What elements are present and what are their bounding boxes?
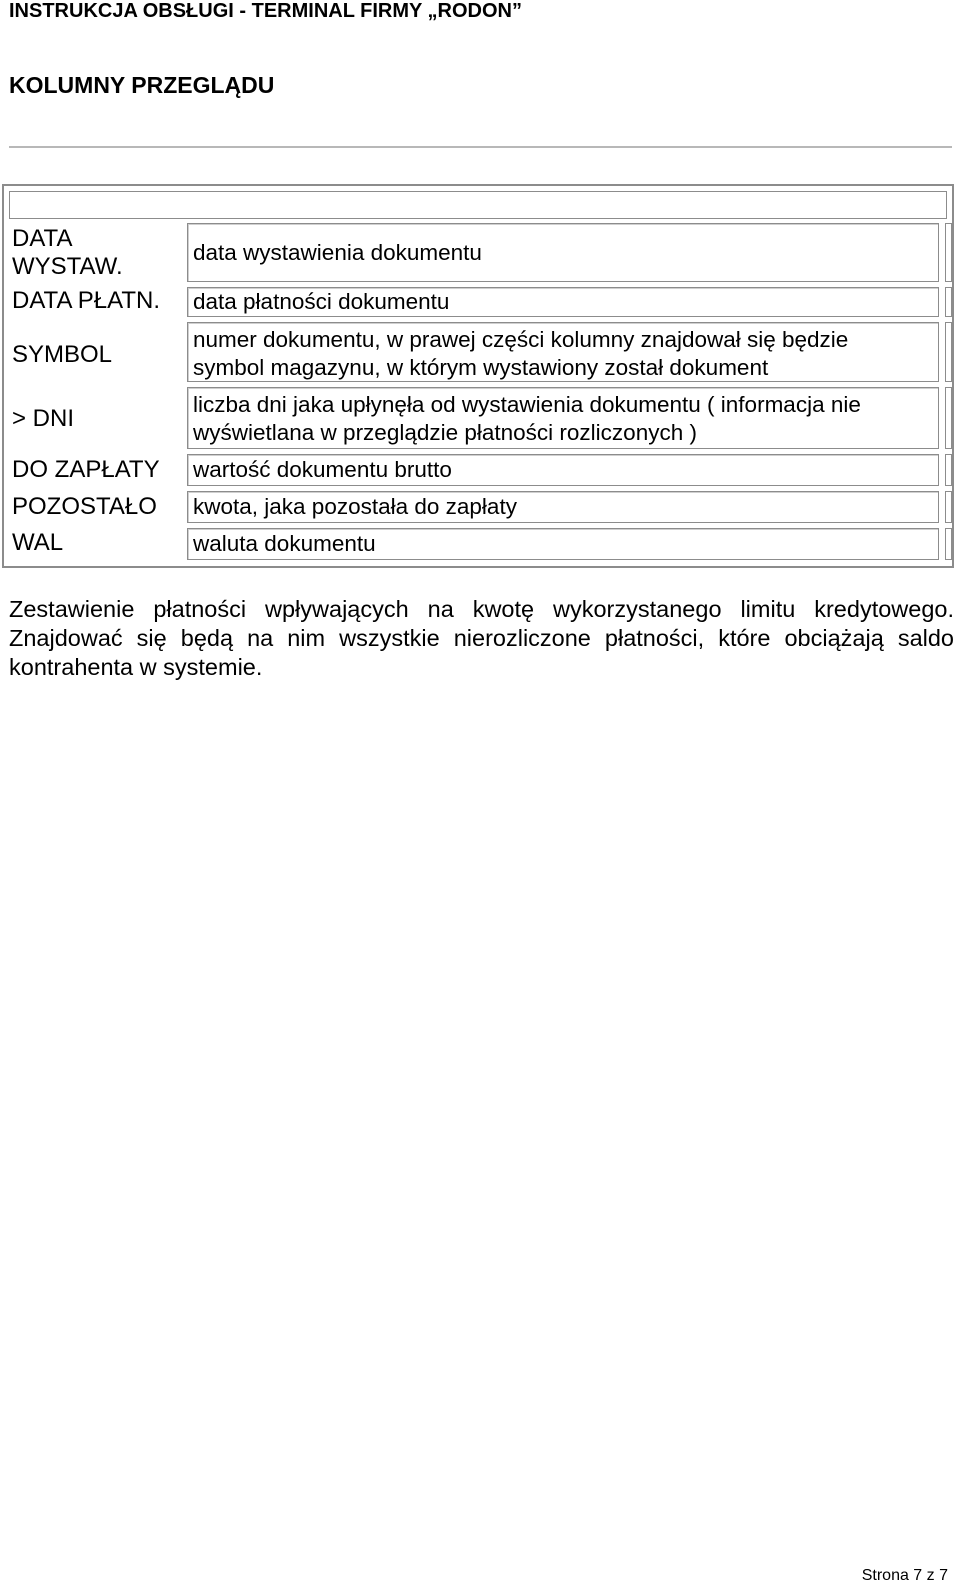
definition-text: data wystawienia dokumentu	[193, 239, 482, 265]
side-cell	[945, 387, 952, 449]
side-cell	[945, 528, 952, 560]
definition-data-wystaw	[187, 223, 939, 282]
side-cell	[945, 287, 952, 317]
term-dni: > DNI	[12, 405, 75, 432]
term-symbol: SYMBOL	[12, 341, 113, 368]
document-header: INSTRUKCJA OBSŁUGI - TERMINAL FIRMY „RODON”	[9, 0, 522, 22]
term-data-wystaw-line2: WYSTAW.	[12, 253, 123, 280]
definition-symbol	[187, 322, 939, 382]
page-number: Strona 7 z 7	[861, 1567, 948, 1584]
definition-text: waluta dokumentu	[193, 531, 376, 556]
definition-line: symbol magazynu, w którym wystawiony został dokument	[193, 355, 769, 380]
definition-line: numer dokumentu, w prawej części kolumny znajdował się będzie	[193, 327, 849, 352]
definition-data-platn	[187, 287, 939, 317]
term-data-wystaw-line1: DATA	[12, 225, 73, 252]
term-wal: WAL	[12, 529, 64, 556]
definition-pozostalo	[187, 491, 939, 523]
side-cell	[945, 454, 952, 486]
definition-do-zaplaty	[187, 454, 939, 486]
definition-text: data płatności dokumentu	[193, 289, 450, 314]
columns-table	[2, 184, 954, 568]
definition-text: kwota, jaka pozostała do zapłaty	[193, 494, 517, 519]
section-title: KOLUMNY PRZEGLĄDU	[9, 72, 275, 98]
term-do-zaplaty: DO ZAPŁATY	[12, 456, 160, 483]
summary-paragraph: Zestawienie płatności wpływających na kwotę wykorzystanego limitu kredytowego. Znajdować się będą na nim wszystkie nierozliczone płatności, które obciążają saldo kontrahenta w systemie.	[9, 596, 954, 680]
header-divider	[9, 146, 952, 148]
definition-text: wartość dokumentu brutto	[193, 457, 452, 482]
side-cell	[945, 223, 952, 282]
table-top-cell	[9, 191, 947, 219]
term-pozostalo: POZOSTAŁO	[12, 493, 157, 520]
definition-wal	[187, 528, 939, 560]
side-cell	[945, 322, 952, 382]
definition-dni	[187, 387, 939, 449]
definition-line: wyświetlana w przeglądzie płatności rozliczonych )	[193, 420, 697, 445]
term-data-platn: DATA PŁATN.	[12, 287, 161, 314]
side-cell	[945, 491, 952, 523]
definition-line: liczba dni jaka upłynęła od wystawienia dokumentu ( informacja nie	[193, 392, 861, 417]
